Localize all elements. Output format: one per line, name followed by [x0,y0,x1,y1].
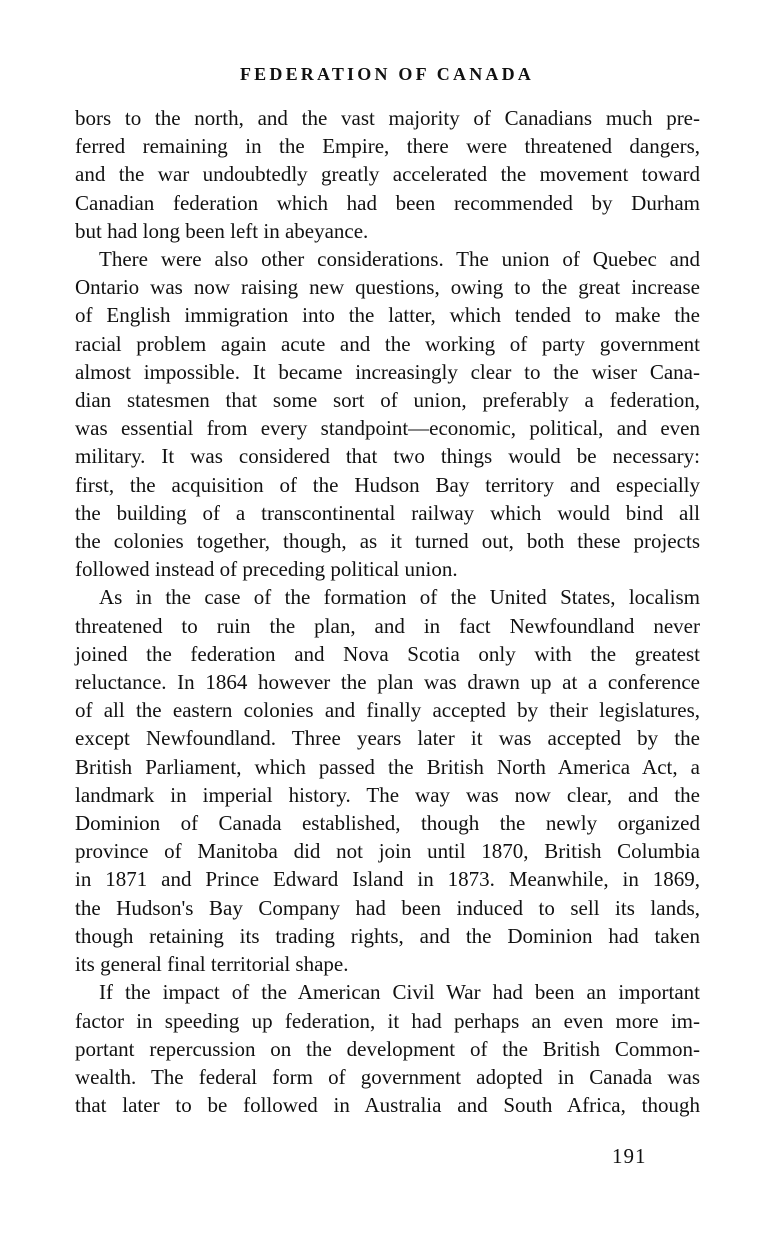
text-line: threatened to ruin the plan, and in fact Newfoundland never [75,613,700,638]
text-line: except Newfoundland. Three years later it was accepted by the [75,726,700,751]
text-line: dian statesmen that some sort of union, preferably a federation, [75,388,700,413]
text-line: the Hudson's Bay Company had been induced to sell its lands, [75,895,700,920]
text-line: joined the federation and Nova Scotia only with the greatest [75,641,700,666]
page-number: 191 [612,1144,647,1168]
text-line: factor in speeding up federation, it had perhaps an even more im- [75,1008,700,1033]
text-line: followed instead of preceding political union. [75,557,458,582]
text-line: portant repercussion on the development of the British Common- [75,1036,700,1061]
text-line: reluctance. In 1864 however the plan was drawn up at a conference [75,670,700,695]
text-line: of all the eastern colonies and finally accepted by their legislatures, [75,698,700,723]
text-line: province of Manitoba did not join until 1870, British Columbia [75,839,700,864]
text-line: British Parliament, which passed the British North America Act, a [75,754,700,779]
text-line: almost impossible. It became increasingly clear to the wiser Cana- [75,359,700,384]
text-line: bors to the north, and the vast majority of Canadians much pre- [75,106,700,130]
text-line: that later to be followed in Australia and South Africa, though [75,1093,700,1118]
text-line: was essential from every standpoint—economic, political, and even [75,416,700,441]
paragraph-2 [75,245,700,583]
text-line: landmark in imperial history. The way was now clear, and the [75,782,700,807]
text-line: Dominion of Canada established, though the newly organized [75,811,700,836]
running-head: FEDERATION OF CANADA [239,64,534,84]
text-line: in 1871 and Prince Edward Island in 1873. Meanwhile, in 1869, [75,867,700,892]
body-text [75,104,700,1119]
text-line: first, the acquisition of the Hudson Bay territory and especially [75,472,700,497]
text-line: ferred remaining in the Empire, there were threatened dangers, [75,134,700,159]
paragraph-1 [75,104,700,245]
text-line: As in the case of the formation of the United States, localism [99,585,700,610]
text-line: Canadian federation which had been recommended by Durham [75,190,700,215]
text-line: If the impact of the American Civil War had been an important [99,980,700,1005]
text-line: the building of a transcontinental railway which would bind all [75,500,700,525]
text-line: and the war undoubtedly greatly accelerated the movement toward [75,162,700,187]
paragraph-4 [75,978,700,1119]
text-line: its general final territorial shape. [75,952,349,977]
text-line: Ontario was now raising new questions, owing to the great increase [75,275,700,300]
text-line: though retaining its trading rights, and the Dominion had taken [75,923,700,948]
text-line: racial problem again acute and the working of party government [75,331,700,356]
text-line: the colonies together, though, as it turned out, both these projects [75,529,700,554]
text-line: of English immigration into the latter, which tended to make the [75,303,700,328]
text-line: but had long been left in abeyance. [75,218,369,243]
text-line: There were also other considerations. The union of Quebec and [99,247,700,272]
text-line: military. It was considered that two things would be necessary: [75,444,700,469]
text-line: wealth. The federal form of government adopted in Canada was [75,1064,700,1089]
paragraph-3 [75,583,700,978]
